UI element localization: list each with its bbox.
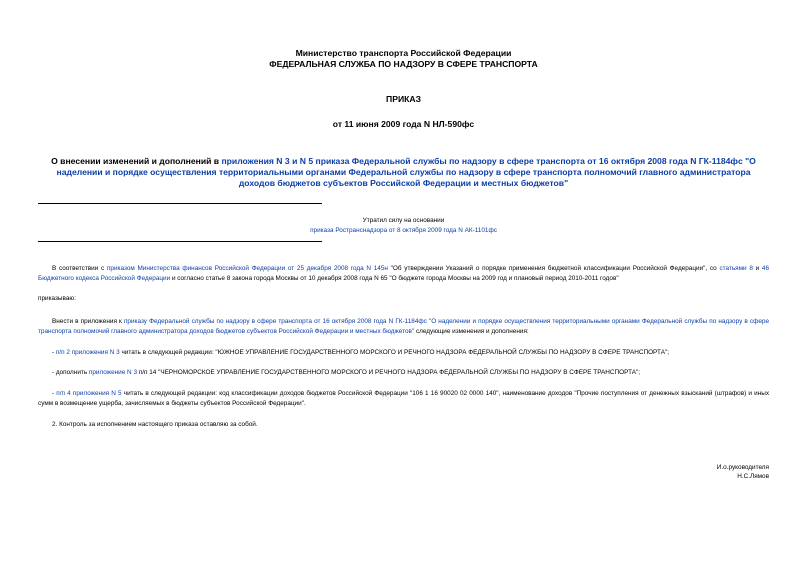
signatory-position: И.о.руководителя: [716, 464, 769, 471]
signatory-name: Н.С.Лямов: [737, 473, 769, 480]
subitem-1-text-2: читать в следующей редакции: "ЮЖНОЕ УПРАВЛЕНИЕ ГОСУДАРСТВЕННОГО МОРСКОГО И РЕЧНОГО НАДЗОРА ФЕДЕРАЛЬНОЙ СЛУЖБЫ ПО НАДЗОРУ В СФЕРЕ ТРАНСПОРТА";: [119, 349, 670, 356]
preamble-paragraph: [38, 264, 769, 283]
item-1-text-2: следующие изменения и дополнения:: [414, 327, 529, 335]
status-note: Утратил силу на основании: [362, 217, 445, 224]
document-date-number: от 11 июня 2009 года N НЛ-590фс: [332, 119, 475, 129]
item-1-text-1: Внести в приложения к: [52, 318, 124, 325]
item-1-paragraph: [38, 317, 769, 336]
preamble-text-2: "Об утверждении Указаний о порядке применения бюджетной классификации Российской Федерации", со: [387, 265, 720, 272]
subitem-2-text-1: - дополнить: [52, 369, 89, 376]
subitem-2: [38, 368, 769, 378]
preamble-text-4: и согласно статье 8 закона города Москвы от 10 декабря 2008 года N 65 "О бюджете города Москвы на 2009 год и плановый период 2010-2011 годов": [170, 274, 619, 282]
divider-bottom: [38, 241, 322, 242]
subitem-1-link[interactable]: п/п 2 приложения N 3: [55, 349, 120, 356]
document-type: ПРИКАЗ: [386, 94, 421, 104]
subitem-1: [38, 348, 769, 358]
minfin-order-link[interactable]: приказом Министерства финансов Российской Федерации от 25 декабря 2008 года N 145н: [106, 265, 388, 272]
subitem-2-link[interactable]: приложение N 3: [88, 369, 137, 376]
order-word: приказываю:: [38, 295, 76, 302]
service-name: ФЕДЕРАЛЬНАЯ СЛУЖБА ПО НАДЗОРУ В СФЕРЕ ТРАНСПОРТА: [269, 59, 538, 69]
subitem-1-text-1: -: [52, 349, 56, 356]
subitem-3-text-2: читать в следующей редакции: код классификации доходов бюджетов Российской Федерации "106 1 16 90020 02 0000 140", наименование доходов "Прочие поступления от денежных взысканий (штрафов) и иных сумм в возмещение ущерба, зачисляемых в бюджеты субъектов Российской Федерации".: [38, 390, 770, 407]
subitem-2-text-2: п/п 14 "ЧЕРНОМОРСКОЕ УПРАВЛЕНИЕ ГОСУДАРСТВЕННОГО МОРСКОГО И РЕЧНОГО НАДЗОРА ФЕДЕРАЛЬНОЙ СЛУЖБЫ ПО НАДЗОРУ В СФЕРЕ ТРАНСПОРТА";: [137, 369, 641, 376]
title-link[interactable]: приложения N 3 и N 5 приказа Федеральной службы по надзору в сфере транспорта от 16 октября 2008 года N ГК-1184фс "О наделении и порядке осуществления территориальными органами Федеральной службы по надзору в сфере транспорта полномочий главного администратора доходов бюджетов субъектов Российской Федерации и местных бюджетов": [56, 156, 756, 188]
title-text: О внесении изменений и дополнений в: [51, 156, 222, 166]
budget-code-article-8-link[interactable]: статьями 8: [719, 265, 753, 272]
preamble-text-1: В соответствии с: [52, 265, 107, 272]
subitem-3-link[interactable]: п/п 4 приложения N 5: [56, 390, 122, 397]
order-gk-1184fs-link[interactable]: приказу Федеральной службы по надзору в сфере транспорта от 16 октября 2008 года N ГК-1184фс "О наделении и порядке осуществления территориальными органами Федеральной службы по надзору в сфере транспорта полномочий главного администратора доходов бюджетов субъектов Российской Федерации и местных бюджетов": [38, 318, 769, 335]
subitem-3: [38, 389, 769, 408]
status-note-link[interactable]: приказа Ространснадзора от 8 октября 2009 года N АК-1101фс: [310, 227, 497, 234]
divider-top: [38, 203, 322, 204]
subitem-3-text-1: -: [52, 390, 57, 397]
preamble-text-3: и: [752, 265, 762, 272]
item-2-paragraph: 2. Контроль за исполнением настоящего приказа оставляю за собой.: [52, 421, 258, 428]
document-title: [50, 156, 757, 189]
budget-code-article-46-link[interactable]: 46 Бюджетного кодекса Российской Федерации: [38, 265, 769, 282]
ministry-name: Министерство транспорта Российской Федерации: [295, 48, 512, 58]
